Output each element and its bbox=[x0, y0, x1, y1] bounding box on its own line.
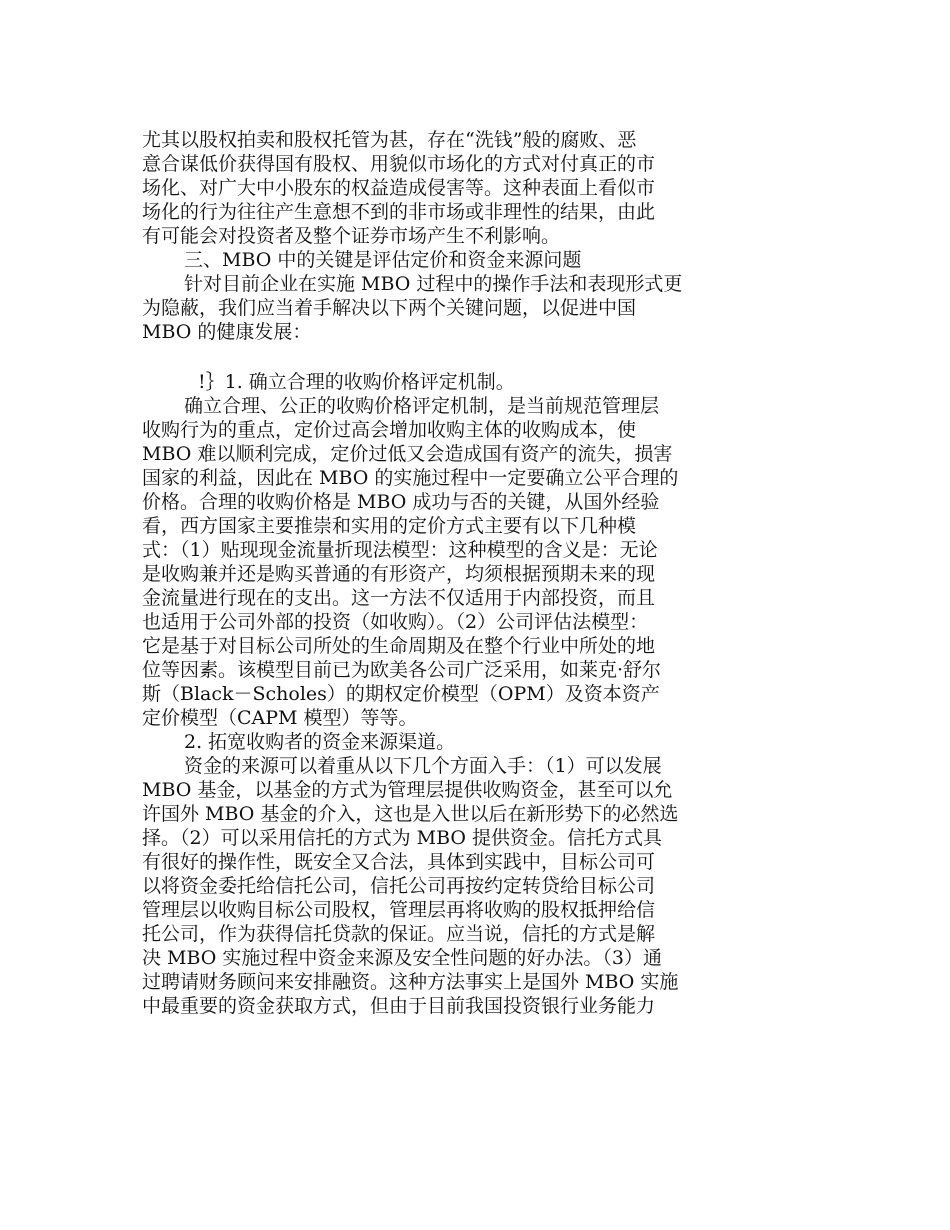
text-line: 国家的利益，因此在 MBO 的实施过程中一定要确立公平合理的 bbox=[142, 467, 679, 489]
text-line: 意合谋低价获得国有股权、用貌似市场化的方式对付真正的市 bbox=[142, 153, 656, 175]
text-line: 托公司，作为获得信托贷款的保证。应当说，信托的方式是解 bbox=[142, 923, 656, 945]
text-line: 以将资金委托给信托公司，信托公司再按约定转贷给目标公司 bbox=[142, 875, 656, 897]
body-text bbox=[142, 128, 752, 1018]
text-line: 是收购兼并还是购买普通的有形资产，均须根据预期未来的现 bbox=[142, 563, 656, 585]
text-line: MBO 基金，以基金的方式为管理层提供收购资金，甚至可以允 bbox=[142, 779, 673, 801]
text-line: MBO 的健康发展： bbox=[142, 321, 312, 343]
section-heading: 三、MBO 中的关键是评估定价和资金来源问题 bbox=[184, 249, 582, 271]
text-line: 看，西方国家主要推崇和实用的定价方式主要有以下几种模 bbox=[142, 515, 637, 537]
text-line: 有可能会对投资者及整个证券市场产生不利影响。 bbox=[142, 225, 561, 247]
text-line: 位等因素。该模型目前已为欧美各公司广泛采用，如莱克·舒尔 bbox=[142, 659, 662, 681]
text-line: 管理层以收购目标公司股权，管理层再将收购的股权抵押给信 bbox=[142, 899, 656, 921]
text-line: 尤其以股权拍卖和股权托管为甚，存在“洗钱”般的腐败、恶 bbox=[142, 129, 637, 151]
text-line: 也适用于公司外部的投资（如收购）。（2）公司评估法模型： bbox=[142, 611, 649, 633]
subsection-heading: 2. 拓宽收购者的资金来源渠道。 bbox=[184, 731, 456, 753]
blank-line bbox=[142, 344, 752, 370]
text-line: 它是基于对目标公司所处的生命周期及在整个行业中所处的地 bbox=[142, 635, 656, 657]
text-line: MBO 难以顺利完成，定价过低又会造成国有资产的流失，损害 bbox=[142, 443, 673, 465]
text-line: 金流量进行现在的支出。这一方法不仅适用于内部投资，而且 bbox=[142, 587, 656, 609]
text-line: 为隐蔽，我们应当着手解决以下两个关键问题，以促进中国 bbox=[142, 297, 637, 319]
text-line: 斯（Black－Scholes）的期权定价模型（OPM）及资本资产 bbox=[142, 683, 660, 705]
text-line: 许国外 MBO 基金的介入，这也是入世以后在新形势下的必然选 bbox=[142, 803, 679, 825]
text-line: 资金的来源可以着重从以下几个方面入手：（1）可以发展 bbox=[184, 755, 662, 777]
text-line: 择。（2）可以采用信托的方式为 MBO 提供资金。信托方式具 bbox=[142, 827, 663, 849]
text-line: 收购行为的重点，定价过高会增加收购主体的收购成本，使 bbox=[142, 419, 637, 441]
text-line: 确立合理、公正的收购价格评定机制，是当前规范管理层 bbox=[184, 395, 660, 417]
text-line: 定价模型（CAPM 模型）等等。 bbox=[142, 707, 418, 729]
text-line: 有很好的操作性，既安全又合法，具体到实践中，目标公司可 bbox=[142, 851, 656, 873]
text-line: 过聘请财务顾问来安排融资。这种方法事实上是国外 MBO 实施 bbox=[142, 971, 679, 993]
text-line: 针对目前企业在实施 MBO 过程中的操作手法和表现形式更 bbox=[184, 273, 683, 295]
subsection-heading: !｝1. 确立合理的收购价格评定机制。 bbox=[198, 371, 515, 393]
text-line: 场化、对广大中小股东的权益造成侵害等。这种表面上看似市 bbox=[142, 177, 656, 199]
text-line: 场化的行为往往产生意想不到的非市场或非理性的结果，由此 bbox=[142, 201, 656, 223]
text-line: 价格。合理的收购价格是 MBO 成功与否的关键，从国外经验 bbox=[142, 491, 660, 513]
text-line: 式：（1）贴现现金流量折现法模型：这种模型的含义是：无论 bbox=[142, 539, 658, 561]
text-line: 决 MBO 实施过程中资金来源及安全性问题的好办法。（3）通 bbox=[142, 947, 663, 969]
text-line: 中最重要的资金获取方式，但由于目前我国投资银行业务能力 bbox=[142, 995, 656, 1017]
